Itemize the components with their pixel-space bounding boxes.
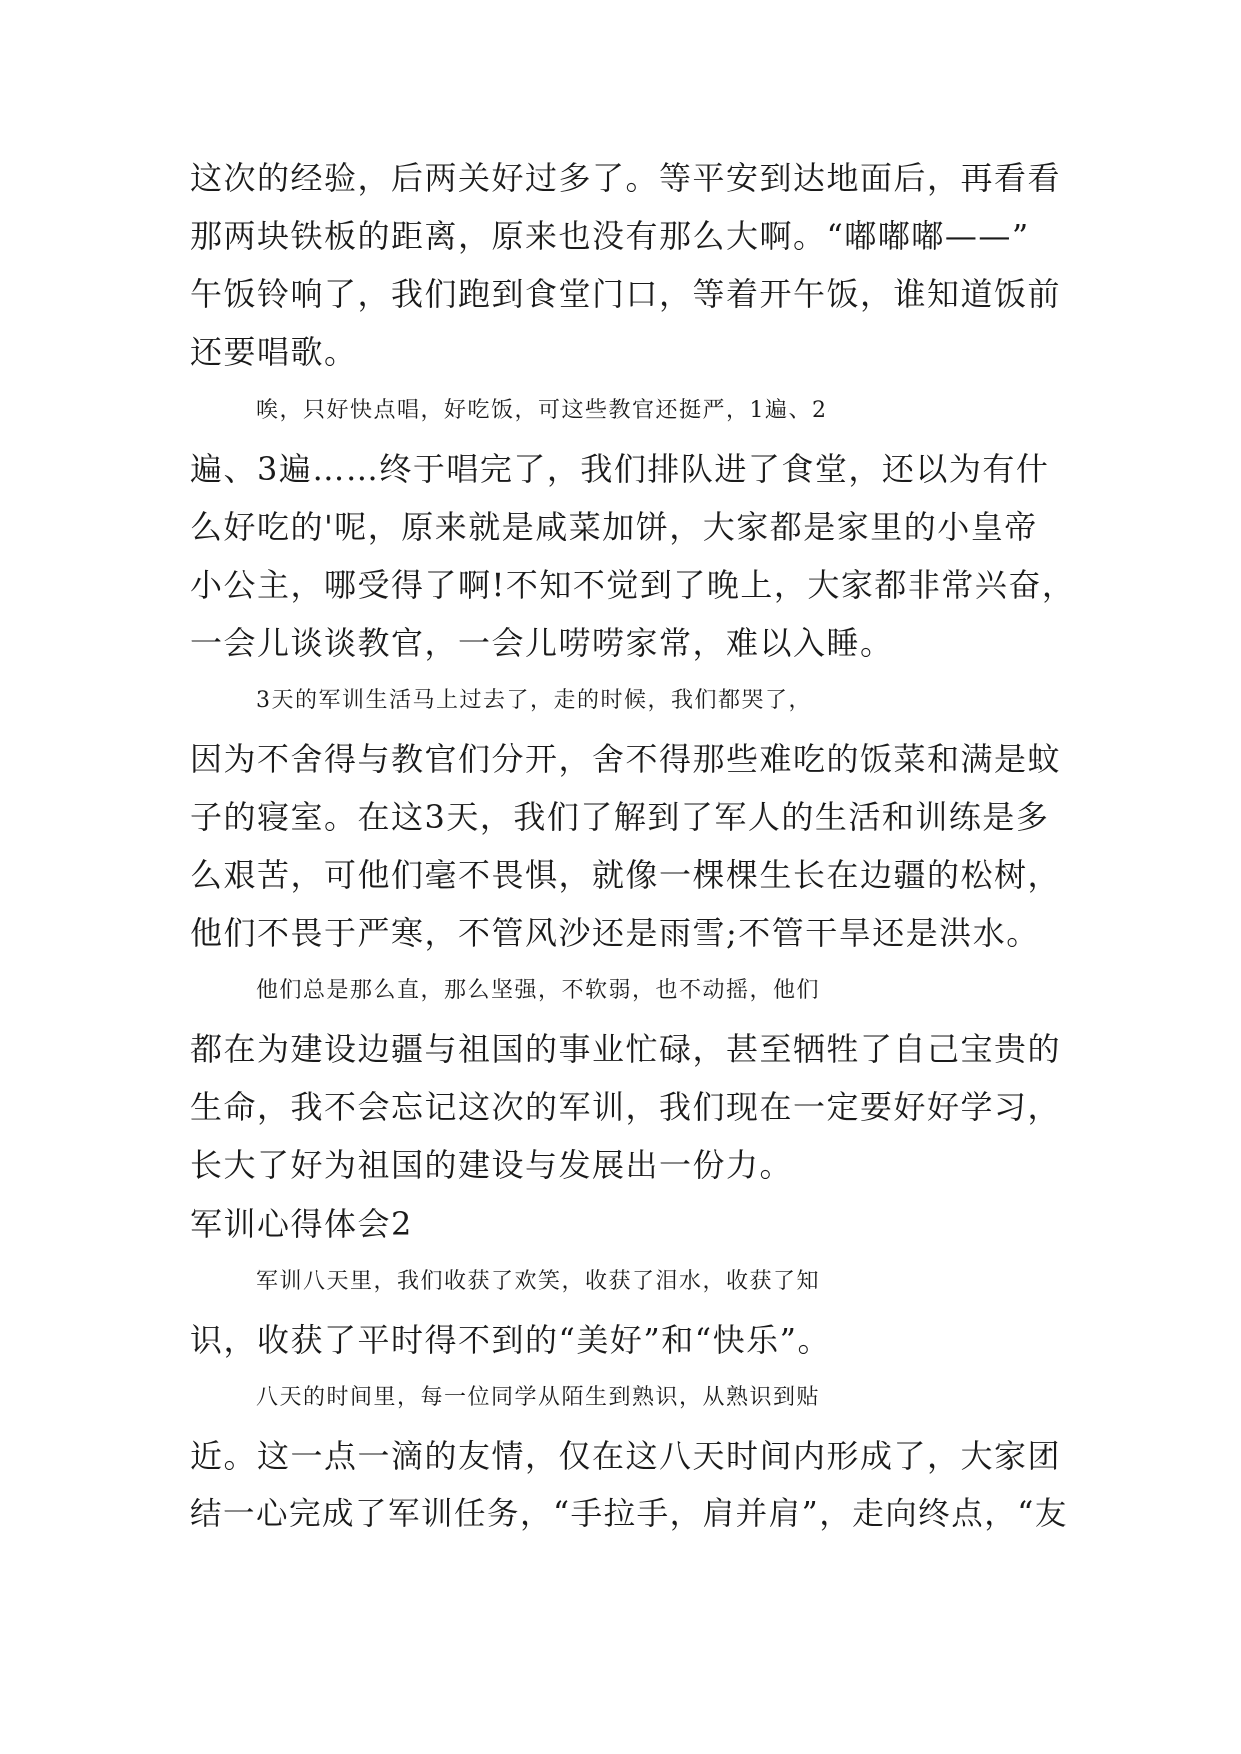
text-line: 么艰苦，可他们毫不畏惧，就像一棵棵生长在边疆的松树， xyxy=(190,856,1062,894)
paragraph-first-line: 3天的军训生活马上过去了，走的时候，我们都哭了， xyxy=(256,688,812,713)
paragraph-first-line: 唉，只好快点唱，好吃饭，可这些教官还挺严，1遍、2 xyxy=(256,398,828,423)
text-line: 都在为建设边疆与祖国的事业忙碌，甚至牺牲了自己宝贵的 xyxy=(190,1030,1062,1068)
text-line: 他们不畏于严寒，不管风沙还是雨雪;不管干旱还是洪水。 xyxy=(190,914,1040,952)
paragraph-first-line: 军训八天里，我们收获了欢笑，收获了泪水，收获了知 xyxy=(256,1269,821,1294)
paragraph-first-line: 他们总是那么直，那么坚强，不软弱，也不动摇，他们 xyxy=(256,978,821,1003)
text-line: 遍、3遍……终于唱完了，我们排队进了食堂，还以为有什 xyxy=(190,450,1050,488)
section-heading: 军训心得体会2 xyxy=(190,1205,413,1243)
text-line: 生命，我不会忘记这次的军训，我们现在一定要好好学习， xyxy=(190,1088,1062,1126)
text-line: 因为不舍得与教官们分开，舍不得那些难吃的饭菜和满是蚊 xyxy=(190,740,1062,778)
text-line: 一会儿谈谈教官，一会儿唠唠家常，难以入睡。 xyxy=(190,624,894,662)
text-line: 小公主，哪受得了啊!不知不觉到了晚上，大家都非常兴奋， xyxy=(190,566,1076,604)
text-line: 这次的经验，后两关好过多了。等平安到达地面后，再看看 xyxy=(190,159,1062,197)
text-line: 近。这一点一滴的友情，仅在这八天时间内形成了，大家团 xyxy=(190,1437,1062,1475)
text-line: 还要唱歌。 xyxy=(190,333,358,371)
paragraph-first-line: 八天的时间里，每一位同学从陌生到熟识，从熟识到贴 xyxy=(256,1385,821,1410)
text-line: 午饭铃响了，我们跑到食堂门口，等着开午饭，谁知道饭前 xyxy=(190,275,1062,313)
text-line: 么好吃的'呢，原来就是咸菜加饼，大家都是家里的小皇帝 xyxy=(190,508,1038,546)
text-line: 那两块铁板的距离，原来也没有那么大啊。“嘟嘟嘟——” xyxy=(190,217,1030,255)
text-line: 识，收获了平时得不到的“美好”和“快乐”。 xyxy=(190,1321,831,1359)
text-line: 结一心完成了军训任务，“手拉手，肩并肩”，走向终点，“友 xyxy=(190,1496,1068,1532)
text-line: 子的寝室。在这3天，我们了解到了军人的生活和训练是多 xyxy=(190,798,1050,836)
text-line: 长大了好为祖国的建设与发展出一份力。 xyxy=(190,1146,794,1184)
